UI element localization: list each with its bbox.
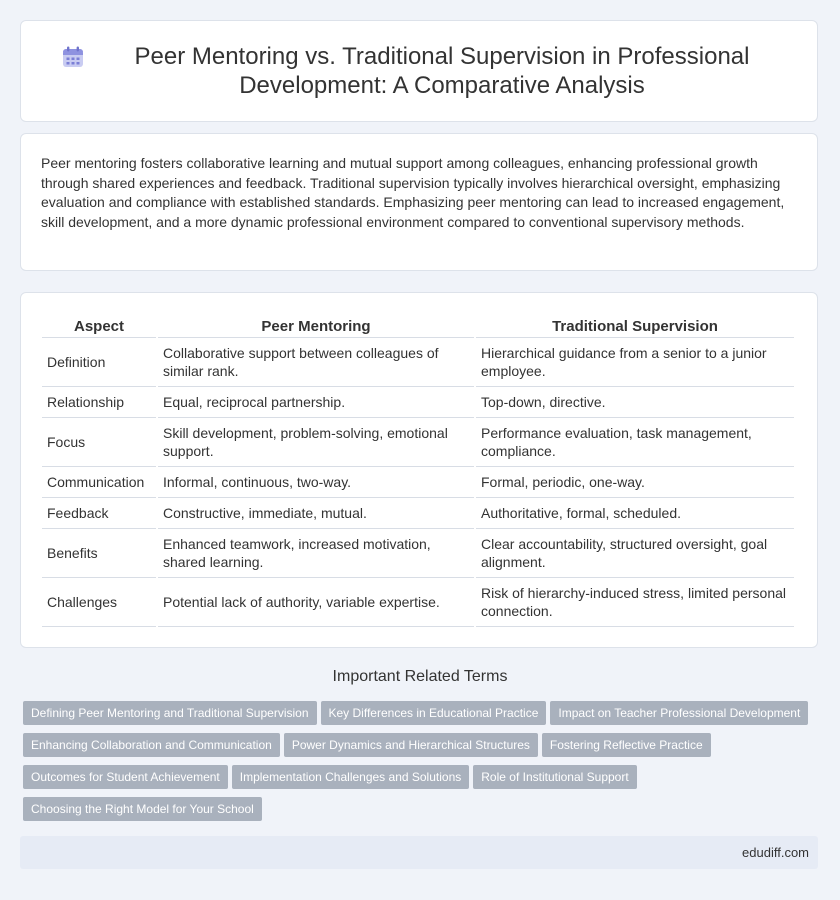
- aspect-cell: Benefits: [42, 529, 156, 578]
- traditional-supervision-cell: Hierarchical guidance from a senior to a junior employee.: [476, 338, 794, 387]
- footer-site-link[interactable]: edudiff.com: [742, 845, 809, 860]
- table-row: [42, 338, 794, 387]
- related-terms-heading: Important Related Terms: [332, 668, 508, 685]
- peer-mentoring-cell: Constructive, immediate, mutual.: [158, 498, 474, 529]
- page-title: Peer Mentoring vs. Traditional Supervision in Professional Development: A Comparative Analysis: [134, 43, 750, 99]
- peer-mentoring-cell: Collaborative support between colleagues of similar rank.: [158, 338, 474, 387]
- column-header-traditional-supervision: Traditional Supervision: [476, 315, 794, 338]
- column-header-peer-mentoring: Peer Mentoring: [158, 315, 474, 338]
- aspect-cell: Focus: [42, 418, 156, 467]
- comparison-card: [20, 292, 818, 648]
- title-card: [20, 20, 818, 122]
- aspect-cell: Relationship: [42, 387, 156, 418]
- table-row: [42, 529, 794, 578]
- calendar-icon: [61, 45, 85, 69]
- comparison-table: [40, 315, 796, 627]
- related-term-tag[interactable]: Impact on Teacher Professional Development: [550, 701, 808, 725]
- traditional-supervision-cell: Formal, periodic, one-way.: [476, 467, 794, 498]
- footer: [20, 836, 818, 869]
- aspect-cell: Challenges: [42, 578, 156, 627]
- aspect-cell: Definition: [42, 338, 156, 387]
- related-term-tag[interactable]: Role of Institutional Support: [473, 765, 636, 789]
- intro-card: [20, 133, 818, 271]
- peer-mentoring-cell: Equal, reciprocal partnership.: [158, 387, 474, 418]
- column-header-aspect: Aspect: [42, 315, 156, 338]
- related-term-tag[interactable]: Implementation Challenges and Solutions: [232, 765, 469, 789]
- peer-mentoring-cell: Potential lack of authority, variable expertise.: [158, 578, 474, 627]
- traditional-supervision-cell: Authoritative, formal, scheduled.: [476, 498, 794, 529]
- table-row: [42, 467, 794, 498]
- related-term-tag[interactable]: Defining Peer Mentoring and Traditional Supervision: [23, 701, 317, 725]
- table-row: [42, 498, 794, 529]
- traditional-supervision-cell: Top-down, directive.: [476, 387, 794, 418]
- table-row: [42, 578, 794, 627]
- peer-mentoring-cell: Enhanced teamwork, increased motivation, shared learning.: [158, 529, 474, 578]
- related-term-tag[interactable]: Choosing the Right Model for Your School: [23, 797, 262, 821]
- table-row: [42, 418, 794, 467]
- related-term-tag[interactable]: Outcomes for Student Achievement: [23, 765, 228, 789]
- related-term-tag[interactable]: Power Dynamics and Hierarchical Structures: [284, 733, 538, 757]
- table-row: [42, 387, 794, 418]
- peer-mentoring-cell: Informal, continuous, two-way.: [158, 467, 474, 498]
- related-terms-list: [23, 701, 823, 829]
- traditional-supervision-cell: Clear accountability, structured oversight, goal alignment.: [476, 529, 794, 578]
- aspect-cell: Communication: [42, 467, 156, 498]
- peer-mentoring-cell: Skill development, problem-solving, emotional support.: [158, 418, 474, 467]
- related-term-tag[interactable]: Enhancing Collaboration and Communication: [23, 733, 280, 757]
- traditional-supervision-cell: Performance evaluation, task management, compliance.: [476, 418, 794, 467]
- related-term-tag[interactable]: Key Differences in Educational Practice: [321, 701, 547, 725]
- aspect-cell: Feedback: [42, 498, 156, 529]
- traditional-supervision-cell: Risk of hierarchy-induced stress, limited personal connection.: [476, 578, 794, 627]
- intro-paragraph: Peer mentoring fosters collaborative learning and mutual support among colleagues, enhancing professional growth through shared experiences and feedback. Traditional supervision typically involves hierarchical oversight, emphasizing evaluation and compliance with established standards. Emphasizing peer mentoring can lead to increased engagement, skill development, and a more dynamic professional environment compared to conventional supervisory methods.: [41, 155, 785, 230]
- table-header-row: [42, 315, 794, 338]
- related-term-tag[interactable]: Fostering Reflective Practice: [542, 733, 711, 757]
